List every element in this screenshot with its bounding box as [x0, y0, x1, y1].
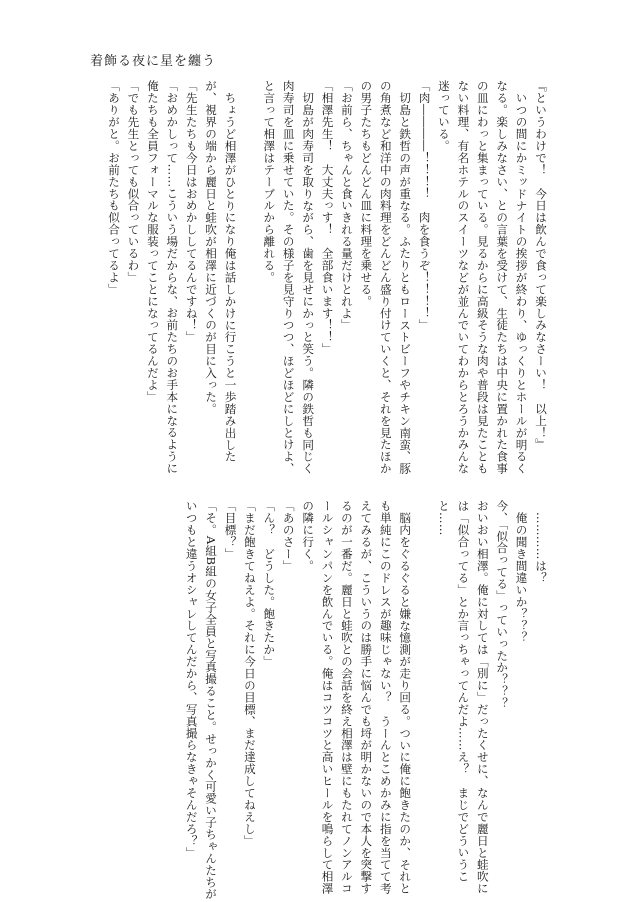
dialogue-line: 「でも先生とっても似合っているわ」: [126, 80, 141, 284]
dialogue-line: 「先生たちも今日はおめかししてるんですね！」: [184, 80, 199, 343]
narration-paragraph: いつの間にかミッドナイトの挨拶が終わり、ゆっくりとホールが明るくなる。楽しみなさい、との言葉を受けて、生徒たちは中央に置かれた食事の皿にわっと集まっている。見るからに高級そうな肉や普段は見たこともない料理、有名ホテルのスイーツなどが並んでいてわからとろうかみんな迷っている。: [436, 80, 529, 475]
dialogue-line: 『というわけで！ 今日は飲んで食って楽しみなさーい！ 以上！』: [534, 80, 548, 451]
dialogue-line: 「相澤先生！ 大丈夫っす！ 全部食います！！」: [320, 80, 335, 355]
dialogue-line: 「おめかしって……こういう場だからな、お前たちのお手本になるように俺たちも全員フォーマルな服装ってことになってるんだよ」: [145, 80, 180, 475]
dialogue-line: 「あのさー」: [281, 500, 296, 572]
dialogue-line: 「肉――――！！！！ 肉を食うぞ！！！！」: [417, 80, 432, 331]
text-column-top: [107, 80, 550, 482]
text-column-bottom: [110, 500, 550, 902]
narration-paragraph: 脳内をぐるぐると嫌な憶測が走り回る。ついに俺に飽きたのか、それとも単純にこのドレスが趣味じゃない？ うーんとこめかみに指を当てて考えてみるが、こういうのは勝手に悩んでも埒が明かないので本人を突撃するのが一番だ。麗日と蛙吹との会話を終え相澤は壁にもたれてノンアルコールシャンパンを飲んでいる。俺はコツコツと高いヒールを鳴らして相澤の隣に行く。: [301, 500, 413, 895]
narration-paragraph: おいおい相澤。俺に対しては「別に」だったくせに、なんで麗日と蛙吹には「似合ってる」とか言っちゃってんだよ……え？ まじでどういうこと……: [436, 500, 490, 895]
narration-paragraph: ちょうど相澤がひとりになり俺は話しかけに行こうと一歩踏み出したが、視界の端から麗日と蛙吹が相澤に近づくのが目に入った。: [204, 80, 238, 463]
narration-paragraph: 切島と鉄哲の声が重なる。ふたりともローストビーフやチキン南蛮、豚の角煮など和洋中の肉料理をどんどん盛り付けていくと、それを見たほかの男子たちもどんどん皿に料理を乗せる。: [359, 80, 413, 475]
dialogue-line: 「お前ら、ちゃんと食いきれる量だけとれよ」: [339, 80, 354, 331]
dialogue-line: 「そ。A組B組の女子全員と写真撮ること。せっかく可愛い子ちゃんたちがいつもと違うオシャレしてんだから、写真撮らなきゃそんだろ？」: [184, 500, 219, 900]
paragraph-break: [240, 80, 259, 482]
dialogue-line: 「まだ飽きてねえよ。それに今日の目標、まだ達成してねえし」: [242, 500, 257, 847]
paragraph-break: [414, 500, 433, 902]
dialogue-line: 「目標？」: [223, 500, 238, 560]
narration-paragraph: 切島が肉寿司を取りながら、歯を見せにかっと笑う。隣の鉄哲も同じく肉寿司を皿に乗せていた。その様子を見守りつつ、ほどほどにしとけよ、と言って相澤はテーブルから離れる。: [262, 80, 316, 475]
narration-paragraph: 今、「似合ってる」っていったか？？？: [495, 500, 510, 710]
narration-paragraph: 俺の聞き間違いか？？？: [514, 511, 529, 644]
dialogue-line: 「ん？ どうした。飽きたか」: [262, 500, 277, 668]
dialogue-line: 「ありがと。お前たちも似合ってるよ」: [107, 80, 122, 296]
narration-paragraph: …………は？: [534, 511, 548, 584]
page-title: 着飾る夜に星を纏う: [90, 54, 217, 69]
